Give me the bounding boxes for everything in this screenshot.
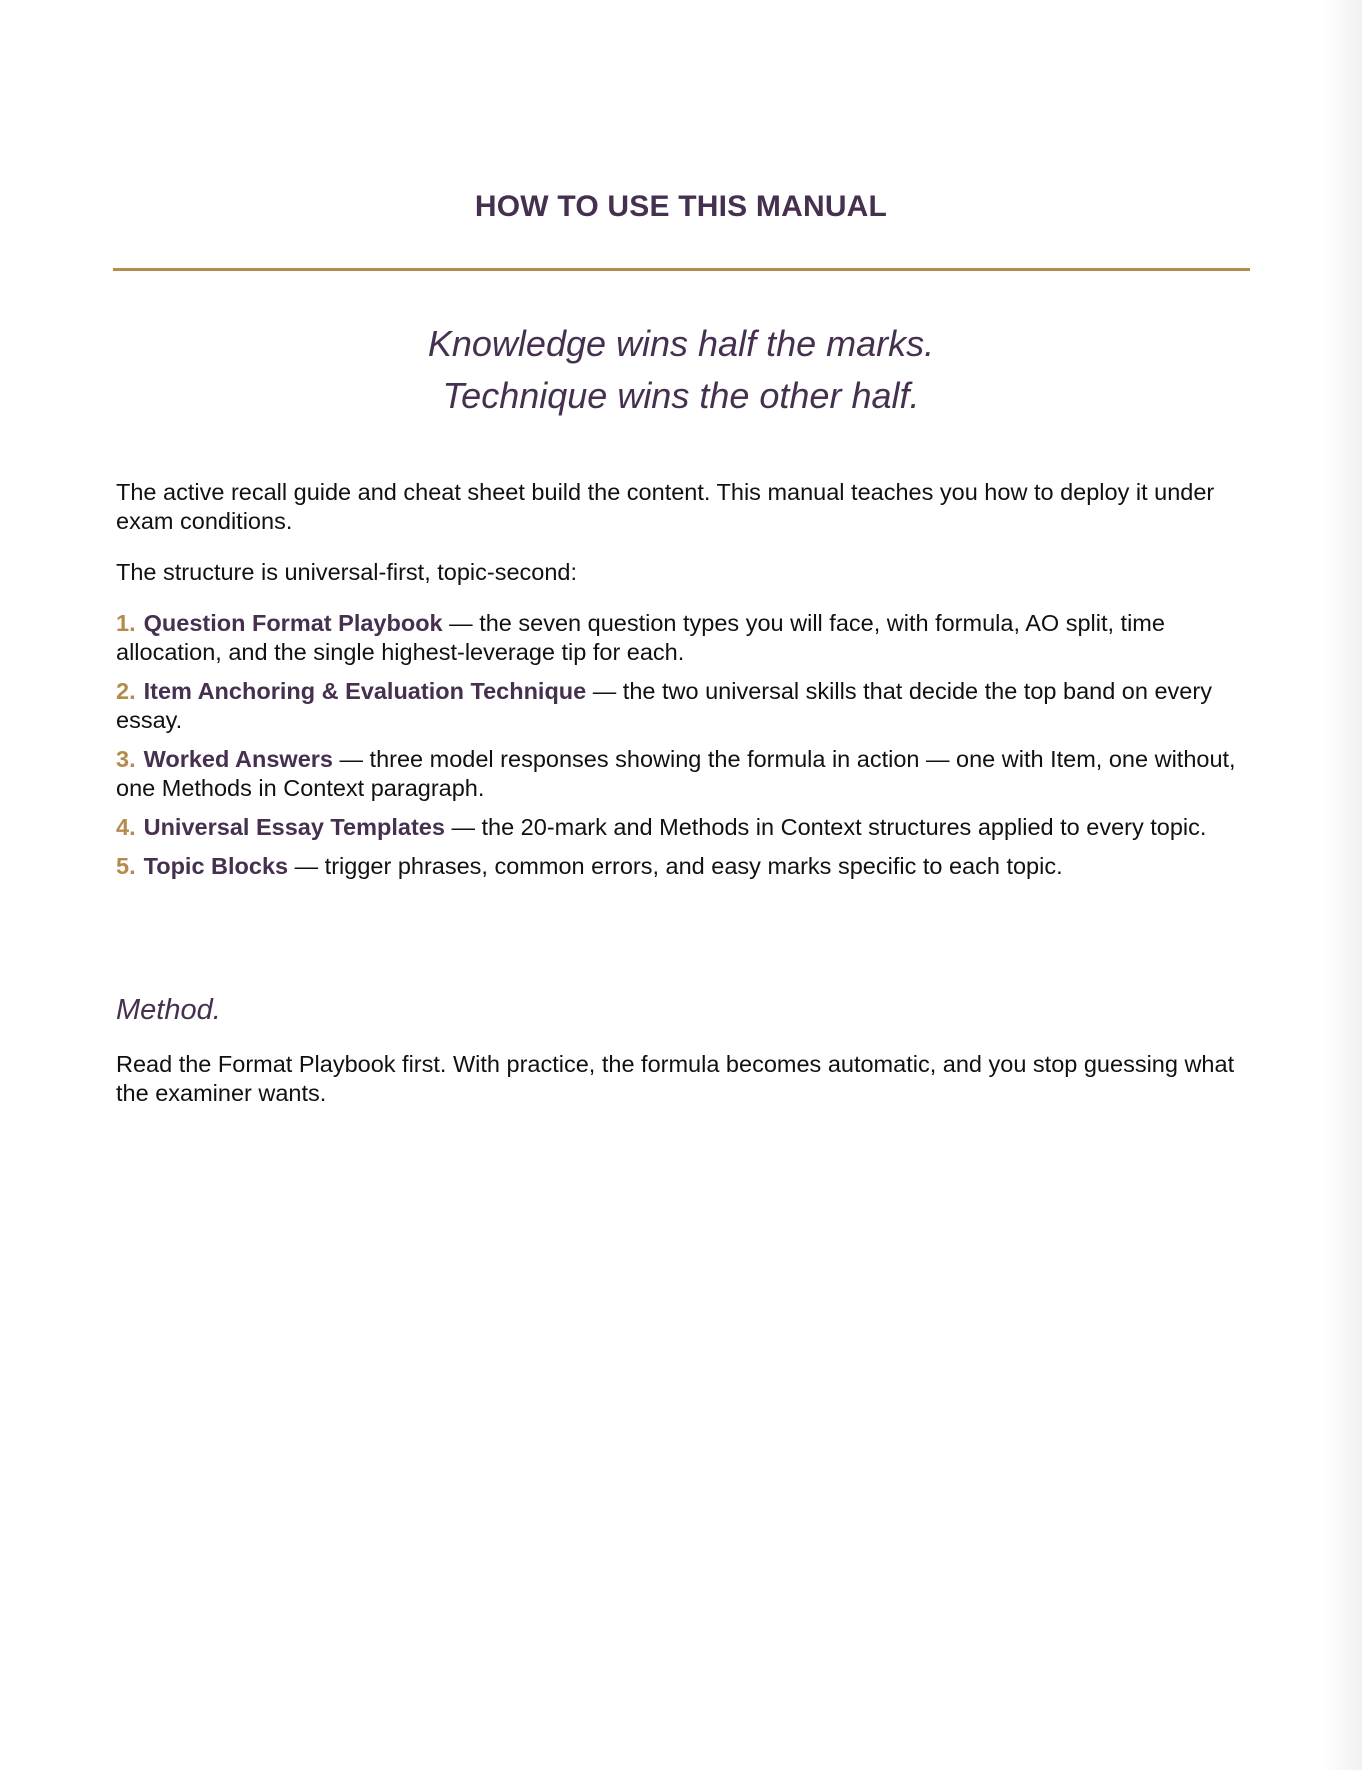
- section-title: Item Anchoring & Evaluation Technique: [143, 678, 587, 704]
- tagline-line-1: Knowledge wins half the marks.: [427, 323, 935, 364]
- section-description: — the 20-mark and Methods in Context structures applied to every topic.: [444, 814, 1207, 840]
- section-number: 1.: [116, 610, 136, 636]
- section-title: Universal Essay Templates: [143, 814, 445, 840]
- section-item: [116, 609, 1236, 667]
- section-description: — the two universal skills that decide the top band on every essay.: [116, 678, 1212, 733]
- section-list: [116, 609, 1236, 881]
- section-title: Worked Answers: [143, 746, 333, 772]
- section-item: [116, 813, 1236, 842]
- section-description: — trigger phrases, common errors, and easy marks specific to each topic.: [288, 853, 1063, 879]
- section-description: — three model responses showing the formula in action — one with Item, one without, one Methods in Context paragraph.: [116, 746, 1236, 801]
- section-number: 5.: [116, 853, 136, 879]
- section-number: 2.: [116, 678, 136, 704]
- page-title: HOW TO USE THIS MANUAL: [474, 190, 888, 223]
- section-item: [116, 745, 1236, 803]
- structure-lead: The structure is universal-first, topic-second:: [116, 559, 578, 585]
- page-edge-shadow: [1322, 0, 1362, 1770]
- section-number: 3.: [116, 746, 136, 772]
- section-item: [116, 677, 1236, 735]
- method-heading: Method.: [116, 994, 221, 1026]
- tagline-line-2: Technique wins the other half.: [442, 375, 920, 416]
- section-number: 4.: [116, 814, 136, 840]
- section-title: Question Format Playbook: [143, 610, 443, 636]
- tagline: [0, 318, 1362, 422]
- intro-paragraph: The active recall guide and cheat sheet build the content. This manual teaches you how to deploy it under exam conditions.: [116, 479, 1215, 534]
- section-title: Topic Blocks: [143, 853, 289, 879]
- section-item: [116, 852, 1236, 881]
- method-paragraph: Read the Format Playbook first. With practice, the formula becomes automatic, and you stop guessing what the examiner wants.: [116, 1051, 1235, 1106]
- title-divider: [113, 268, 1250, 271]
- section-description: — the seven question types you will face, with formula, AO split, time allocation, and the single highest-leverage tip for each.: [116, 610, 1165, 665]
- body-content: [116, 478, 1236, 891]
